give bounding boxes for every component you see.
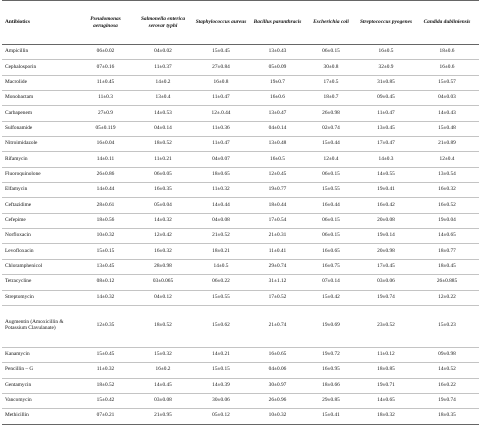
zone-value-cell: 03±0.06 <box>357 275 415 290</box>
zone-value-cell: 18±0.85 <box>357 363 415 378</box>
zone-value-cell: 16±0.75 <box>305 259 357 274</box>
header-row <box>2 1 479 45</box>
zone-value-cell: 18±0.52 <box>134 137 192 152</box>
zone-value-cell: 19±0.71 <box>357 378 415 393</box>
zone-value-cell: 14±0.65 <box>357 393 415 408</box>
table-row <box>2 305 479 347</box>
zone-value-cell: 27±0.84 <box>192 60 250 75</box>
antibiotic-name-cell: Macrolide <box>2 75 77 90</box>
zone-value-cell: 06±0.15 <box>305 229 357 244</box>
zone-value-cell: 05±0.119 <box>77 121 134 136</box>
zone-value-cell: 04±0.07 <box>192 152 250 167</box>
zone-value-cell: 17±0.52 <box>250 290 305 305</box>
zone-value-cell: 30±0.97 <box>250 378 305 393</box>
zone-value-cell: 11±0.47 <box>357 106 415 121</box>
zone-value-cell: 21±0.95 <box>134 409 192 424</box>
zone-value-cell: 15±0.45 <box>77 347 134 362</box>
table-header <box>2 1 479 45</box>
zone-value-cell: 16±0.32 <box>134 244 192 259</box>
zone-value-cell: 07±0.21 <box>77 409 134 424</box>
zone-value-cell: 11±0.12 <box>357 347 415 362</box>
zone-value-cell: 13±0.4 <box>134 91 192 106</box>
zone-value-cell: 15±0.45 <box>192 45 250 60</box>
table-row <box>2 137 479 152</box>
table-row <box>2 259 479 274</box>
zone-value-cell: 19±0.77 <box>250 183 305 198</box>
zone-value-cell: 15±0.42 <box>305 290 357 305</box>
zone-value-cell: 15±0.41 <box>305 409 357 424</box>
antibiotic-name-cell: Levofloxacin <box>2 244 77 259</box>
zone-value-cell: 15±0.32 <box>134 347 192 362</box>
zone-value-cell: 11±0.32 <box>192 183 250 198</box>
zone-value-cell: 18±0.21 <box>192 244 250 259</box>
table-row <box>2 91 479 106</box>
antibiotic-name-cell: Streptomycin <box>2 290 77 305</box>
zone-value-cell: 04±0.03 <box>415 91 479 106</box>
table-row <box>2 106 479 121</box>
zone-value-cell: 12±0.45 <box>250 167 305 182</box>
zone-value-cell: 18±0.56 <box>77 213 134 228</box>
zone-value-cell: 14±0.5 <box>192 259 250 274</box>
zone-value-cell: 09±0.98 <box>415 347 479 362</box>
zone-value-cell: 29±0.85 <box>305 393 357 408</box>
zone-value-cell: 15±0.23 <box>415 305 479 347</box>
antibiotic-name-cell: Monobactam <box>2 91 77 106</box>
zone-value-cell: 06±0.15 <box>305 167 357 182</box>
zone-value-cell: 05±0.12 <box>192 409 250 424</box>
antibiotic-name-cell: Kanamycin <box>2 347 77 362</box>
column-header-antibiotics: Antibiotics <box>2 1 77 45</box>
zone-value-cell: 21±0.31 <box>250 229 305 244</box>
zone-value-cell: 16±0.65 <box>250 347 305 362</box>
zone-value-cell: 06±0.15 <box>305 213 357 228</box>
zone-value-cell: 14±0.44 <box>192 198 250 213</box>
zone-value-cell: 04±0.14 <box>134 121 192 136</box>
zone-value-cell: 15±0.42 <box>77 393 134 408</box>
zone-value-cell: 16±0.42 <box>357 198 415 213</box>
zone-value-cell: 14±0.52 <box>415 363 479 378</box>
zone-value-cell: 23±0.52 <box>357 305 415 347</box>
antibiotic-name-cell: Nitroimidazole <box>2 137 77 152</box>
zone-value-cell: 18±0.52 <box>134 305 192 347</box>
zone-value-cell: 04±0.02 <box>134 45 192 60</box>
zone-value-cell: 16±0.32 <box>415 183 479 198</box>
zone-value-cell: 18±0.65 <box>192 167 250 182</box>
table-row <box>2 75 479 90</box>
table-row <box>2 121 479 136</box>
zone-value-cell: 13±0.48 <box>250 137 305 152</box>
zone-value-cell: 07±0.16 <box>77 60 134 75</box>
zone-value-cell: 14±0.53 <box>134 106 192 121</box>
antibiotic-name-cell: Norfloxacin <box>2 229 77 244</box>
zone-value-cell: 05±0.09 <box>250 60 305 75</box>
table-row <box>2 290 479 305</box>
table-row <box>2 229 479 244</box>
zone-value-cell: 31±0.85 <box>357 75 415 90</box>
zone-value-cell: 10±0.32 <box>77 229 134 244</box>
table-row <box>2 244 479 259</box>
zone-value-cell: 15±0.55 <box>305 183 357 198</box>
zone-value-cell: 14±0.39 <box>192 378 250 393</box>
zone-value-cell: 16±0.44 <box>305 198 357 213</box>
zone-value-cell: 17±0.5 <box>305 75 357 90</box>
zone-value-cell: 15±0.62 <box>192 305 250 347</box>
zone-value-cell: 04±0.06 <box>250 363 305 378</box>
zone-value-cell: 19±0.41 <box>357 183 415 198</box>
zone-value-cell: 20±0.98 <box>357 244 415 259</box>
zone-value-cell: 26±0.98 <box>305 106 357 121</box>
zone-value-cell: 14±0.3 <box>357 152 415 167</box>
antibiotic-name-cell: Pencillin – G <box>2 363 77 378</box>
table-row <box>2 213 479 228</box>
zone-value-cell: 16±0.6 <box>250 91 305 106</box>
antibiotic-name-cell: Gentamycin <box>2 378 77 393</box>
zone-value-cell: 14±0.32 <box>77 290 134 305</box>
zone-value-cell: 26±0.96 <box>250 393 305 408</box>
zone-value-cell: 16±0.5 <box>250 152 305 167</box>
zone-value-cell: 20±0.08 <box>357 213 415 228</box>
zone-value-cell: 18±0.52 <box>77 378 134 393</box>
zone-value-cell: 16±0.6 <box>415 60 479 75</box>
antibiotic-name-cell: Augmentin (Amoxicillin & Potassium Clavulanate) <box>2 305 77 347</box>
antibiotic-name-cell: Fluoroquinolone <box>2 167 77 182</box>
zone-value-cell: 04±0.08 <box>192 213 250 228</box>
zone-value-cell: 06±0.15 <box>305 45 357 60</box>
table-row <box>2 198 479 213</box>
zone-value-cell: 26±0.86 <box>77 167 134 182</box>
zone-value-cell: 18±0.77 <box>415 244 479 259</box>
zone-value-cell: 29±0.74 <box>250 259 305 274</box>
zone-value-cell: 05±0.04 <box>134 198 192 213</box>
zone-value-cell: 13±0.54 <box>415 167 479 182</box>
column-header-organism: Pseudomonas aeruginosa <box>77 1 134 45</box>
antibiotic-name-cell: Ampicillin <box>2 45 77 60</box>
zone-value-cell: 03±0.08 <box>134 393 192 408</box>
table-row <box>2 275 479 290</box>
zone-value-cell: 13±0.45 <box>77 259 134 274</box>
zone-value-cell: 14±0.21 <box>192 347 250 362</box>
zone-value-cell: 19±0.74 <box>357 290 415 305</box>
zone-value-cell: 11±0.37 <box>134 60 192 75</box>
zone-value-cell: 21±0.89 <box>415 137 479 152</box>
table-body <box>2 45 479 425</box>
zone-value-cell: 26±0.885 <box>415 275 479 290</box>
table-row <box>2 393 479 408</box>
zone-value-cell: 18±0.6 <box>415 45 479 60</box>
zone-value-cell: 16±0.35 <box>134 183 192 198</box>
zone-value-cell: 13±0.45 <box>357 121 415 136</box>
zone-value-cell: 04±0.14 <box>250 121 305 136</box>
zone-value-cell: 11±0.3 <box>77 91 134 106</box>
zone-value-cell: 28±0.61 <box>77 198 134 213</box>
zone-value-cell: 16±0.2 <box>134 363 192 378</box>
antibiotic-name-cell: Methicillin <box>2 409 77 424</box>
zone-value-cell: 16±0.22 <box>415 378 479 393</box>
zone-value-cell: 19±0.04 <box>415 213 479 228</box>
zone-value-cell: 16±0.65 <box>305 244 357 259</box>
antibiotic-name-cell: Ceftazidime <box>2 198 77 213</box>
zone-value-cell: 14±0.2 <box>134 75 192 90</box>
zone-value-cell: 19±0.7 <box>250 75 305 90</box>
zone-value-cell: 12±0.4 <box>415 152 479 167</box>
table-row <box>2 378 479 393</box>
zone-value-cell: 28±0.98 <box>134 259 192 274</box>
antibiotic-name-cell: Rifamycin <box>2 152 77 167</box>
antibiotic-name-cell: Carbapenem <box>2 106 77 121</box>
zone-value-cell: 18±0.35 <box>415 409 479 424</box>
zone-value-cell: 14±0.43 <box>415 106 479 121</box>
zone-value-cell: 15±0.15 <box>192 363 250 378</box>
zone-value-cell: 11±0.36 <box>192 121 250 136</box>
zone-value-cell: 15±0.48 <box>415 121 479 136</box>
zone-value-cell: 11±0.45 <box>77 75 134 90</box>
zone-value-cell: 15±0.44 <box>305 137 357 152</box>
zone-value-cell: 11±0.21 <box>134 152 192 167</box>
zone-value-cell: 15±0.57 <box>415 75 479 90</box>
zone-value-cell: 12±0.22 <box>415 290 479 305</box>
zone-value-cell: 14±0.44 <box>77 183 134 198</box>
column-header-organism: Candida dubliniensis <box>415 1 479 45</box>
table-row <box>2 183 479 198</box>
table-row <box>2 347 479 362</box>
zone-value-cell: 16±0.04 <box>77 137 134 152</box>
zone-value-cell: 11±0.47 <box>192 137 250 152</box>
zone-value-cell: 17±0.47 <box>357 137 415 152</box>
table-row <box>2 167 479 182</box>
zone-value-cell: 02±0.74 <box>305 121 357 136</box>
zone-value-cell: 16±0.5 <box>357 45 415 60</box>
zone-value-cell: 11±0.47 <box>192 91 250 106</box>
antibiotic-name-cell: Cefepime <box>2 213 77 228</box>
table-row <box>2 152 479 167</box>
zone-value-cell: 15±0.55 <box>192 290 250 305</box>
zone-value-cell: 14±0.45 <box>134 378 192 393</box>
zone-value-cell: 12±0.42 <box>134 229 192 244</box>
table-row <box>2 363 479 378</box>
zone-value-cell: 18±0.32 <box>357 409 415 424</box>
zone-value-cell: 06±0.05 <box>134 167 192 182</box>
zone-value-cell: 15±0.15 <box>77 244 134 259</box>
zone-value-cell: 18±0.45 <box>415 259 479 274</box>
zone-value-cell: 13±0.43 <box>250 45 305 60</box>
column-header-organism: Streptococcus pyogenes <box>357 1 415 45</box>
zone-value-cell: 14±0.32 <box>134 213 192 228</box>
antibiotic-name-cell: Sulfonamide <box>2 121 77 136</box>
zone-value-cell: 19±0.72 <box>305 347 357 362</box>
zone-value-cell: 06±0.22 <box>192 275 250 290</box>
zone-value-cell: 21±0.74 <box>250 305 305 347</box>
zone-value-cell: 18±0.7 <box>305 91 357 106</box>
column-header-organism: Salmonella enterica serovar typhi <box>134 1 192 45</box>
zone-value-cell: 14±0.11 <box>77 152 134 167</box>
zone-value-cell: 16±0.8 <box>192 75 250 90</box>
zone-value-cell: 13±0.47 <box>250 106 305 121</box>
zone-value-cell: 27±0.9 <box>77 106 134 121</box>
zone-value-cell: 03±0.065 <box>134 275 192 290</box>
zone-value-cell: 17±0.45 <box>357 259 415 274</box>
zone-value-cell: 07±0.14 <box>305 275 357 290</box>
zone-value-cell: 30±0.8 <box>305 60 357 75</box>
zone-value-cell: 17±0.54 <box>250 213 305 228</box>
column-header-organism: Staphylococcus aureus <box>192 1 250 45</box>
zone-value-cell: 12±0.35 <box>77 305 134 347</box>
zone-value-cell: 06±0.02 <box>77 45 134 60</box>
column-header-organism: Bacillus paranthracis <box>250 1 305 45</box>
table-row <box>2 409 479 424</box>
zone-value-cell: 04±0.12 <box>134 290 192 305</box>
zone-value-cell: 09±0.45 <box>357 91 415 106</box>
zone-value-cell: 16±0.95 <box>305 363 357 378</box>
zone-value-cell: 19±0.69 <box>305 305 357 347</box>
zone-value-cell: 31±1.12 <box>250 275 305 290</box>
antibiotic-name-cell: Cephalosporin <box>2 60 77 75</box>
zone-value-cell: 18±0.44 <box>250 198 305 213</box>
zone-value-cell: 30±0.06 <box>192 393 250 408</box>
zone-value-cell: 11±0.41 <box>250 244 305 259</box>
antibiotic-name-cell: Tetracycline <box>2 275 77 290</box>
zone-value-cell: 14±0.65 <box>415 229 479 244</box>
zone-value-cell: 19±0.14 <box>357 229 415 244</box>
antibiotic-sensitivity-table <box>2 0 479 425</box>
table-row <box>2 45 479 60</box>
antibiotic-name-cell: Chloramphenicol <box>2 259 77 274</box>
zone-value-cell: 32±0.9 <box>357 60 415 75</box>
zone-value-cell: 11±0.32 <box>77 363 134 378</box>
zone-value-cell: 12±.0.44 <box>192 106 250 121</box>
zone-value-cell: 10±0.32 <box>250 409 305 424</box>
zone-value-cell: 08±0.12 <box>77 275 134 290</box>
antibiotic-name-cell: Vancomycin <box>2 393 77 408</box>
zone-value-cell: 14±0.55 <box>357 167 415 182</box>
column-header-organism: Escherichia coli <box>305 1 357 45</box>
table-row <box>2 60 479 75</box>
zone-value-cell: 18±0.66 <box>305 378 357 393</box>
zone-value-cell: 21±0.52 <box>192 229 250 244</box>
zone-value-cell: 12±0.4 <box>305 152 357 167</box>
antibiotic-name-cell: Elfamycin <box>2 183 77 198</box>
zone-value-cell: 16±0.52 <box>415 198 479 213</box>
zone-value-cell: 19±0.74 <box>415 393 479 408</box>
